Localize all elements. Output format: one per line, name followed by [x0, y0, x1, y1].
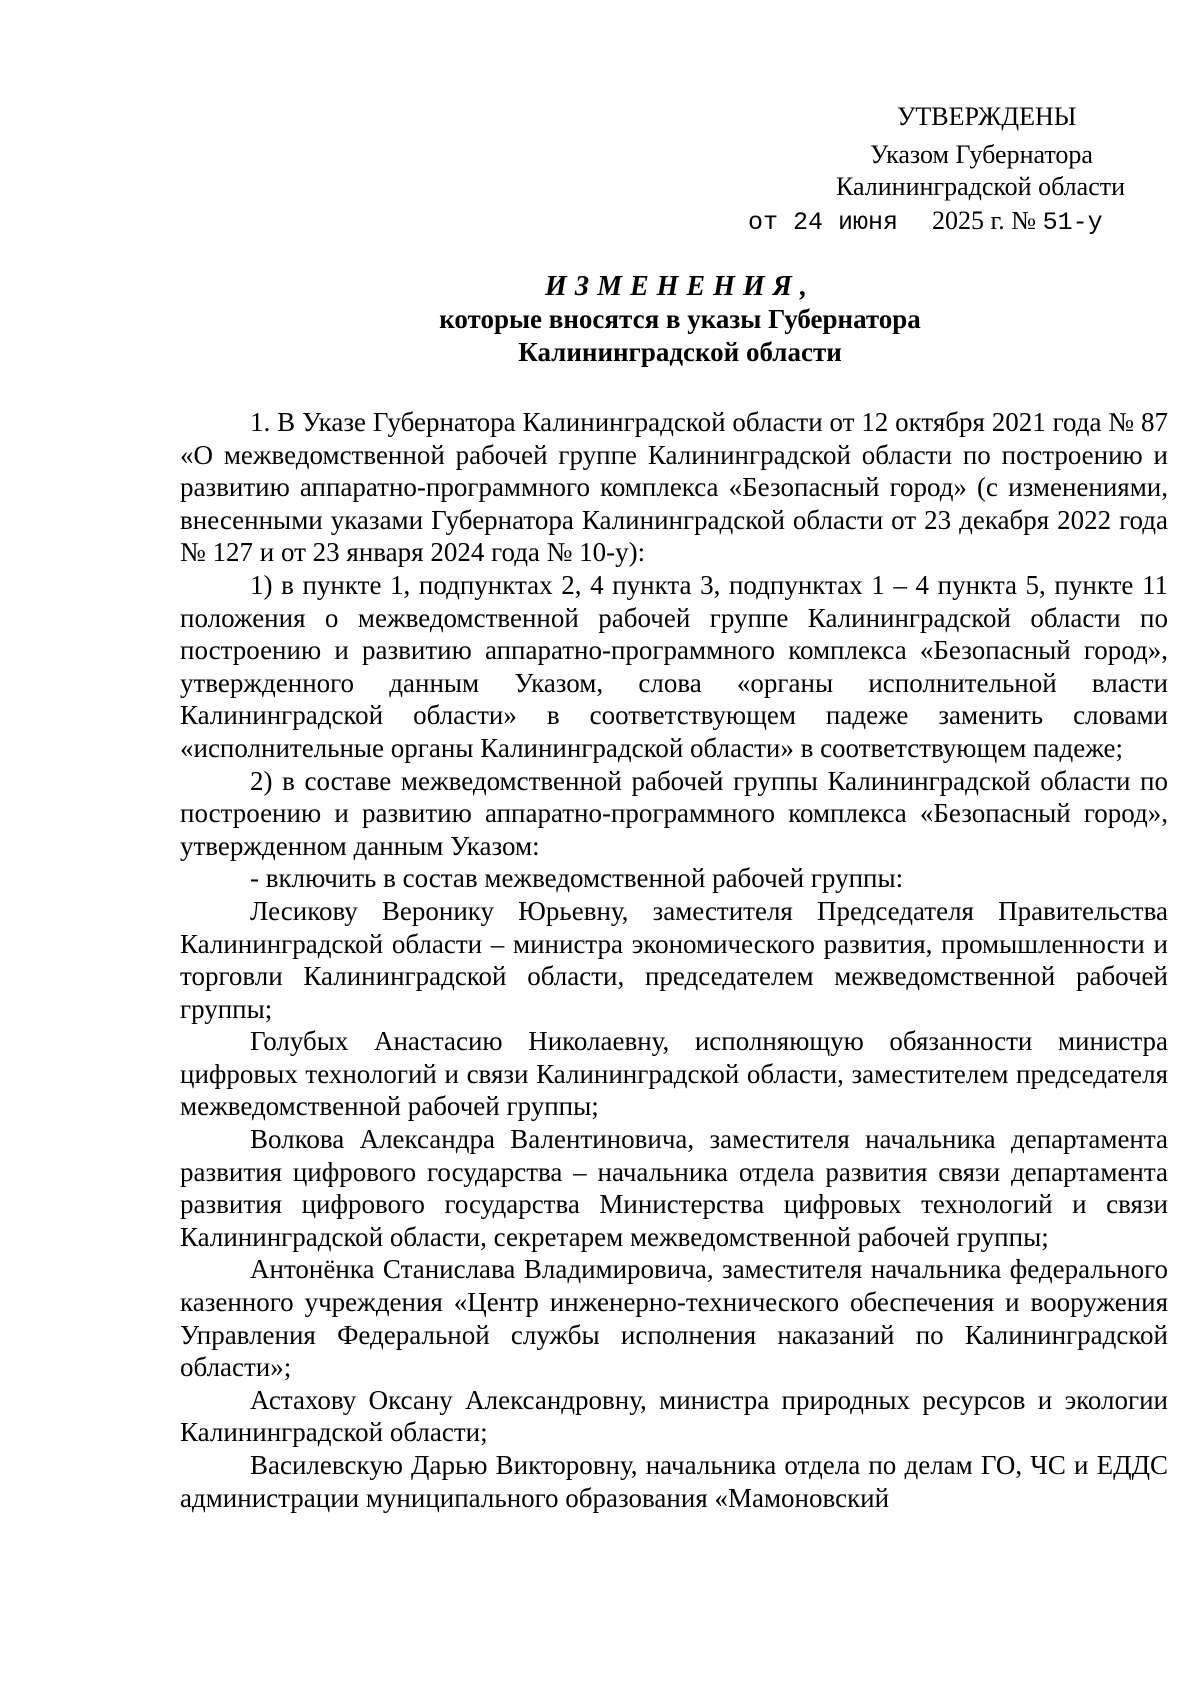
approval-title: УТВЕРЖДЕНЫ	[897, 102, 1077, 131]
title-heading: ИЗМЕНЕНИЯ,	[545, 271, 815, 302]
paragraph-10: Василевскую Дарью Викторовну, начальника отдела по делам ГО, ЧС и ЕДДС администрации муниципального образования «Мамоновский	[180, 1450, 1168, 1513]
paragraph-2: 1) в пункте 1, подпунктах 2, 4 пункта 3, подпунктах 1 – 4 пункта 5, пункте 11 положения о межведомственной рабочей группе Калининградской области по построению и развитию аппаратно-программного комплекса «Безопасный город», утвержденного данным Указом, слова «органы исполнительной власти Калининградской области» в соответствующем падеже заменить словами «исполнительные органы Калининградской области» в соответствующем падеже;	[180, 569, 1168, 763]
approval-by-decree: Указом Губернатора	[870, 140, 1093, 169]
approval-region: Калининградской области	[836, 172, 1126, 201]
title-subtitle-1: которые вносятся в указы Губернатора	[439, 304, 921, 334]
paragraph-6: Голубых Анастасию Николаевну, исполняющую обязанности министра цифровых технологий и связи Калининградской области, заместителем председателя межведомственной рабочей группы;	[180, 1026, 1168, 1122]
paragraph-1: 1. В Указе Губернатора Калининградской области от 12 октября 2021 года № 87 «О межведомственной рабочей группе Калининградской области по построению и развитию аппаратно-программного комплекса «Безопасный город» (с изменениями, внесенными указами Губернатора Калининградской области от 23 декабря 2022 года № 127 и от 23 января 2024 года № 10-у):	[180, 407, 1168, 568]
paragraph-9: Астахову Оксану Александровну, министра природных ресурсов и экологии Калининградской области;	[180, 1384, 1168, 1448]
document-title	[180, 270, 1180, 369]
approval-date: от 24 июня	[748, 208, 899, 237]
approval-date-number	[748, 206, 1103, 237]
approval-stamp	[0, 0, 1200, 240]
approval-year: 2025 г. №	[932, 206, 1037, 235]
paragraph-8: Антонёнка Станислава Владимировича, заместителя начальника федерального казенного учреждения «Центр инженерно-технического обеспечения и вооружения Управления Федеральной службы исполнения наказаний по Калининградской области»;	[180, 1254, 1168, 1383]
document-body	[180, 406, 1168, 1514]
paragraph-5: Лесикову Веронику Юрьевну, заместителя Председателя Правительства Калининградской области – министра экономического развития, промышленности и торговли Калининградской области, председателем межведомственной рабочей группы;	[180, 895, 1168, 1024]
paragraph-7: Волкова Александра Валентиновича, заместителя начальника департамента развития цифрового государства – начальника отдела развития связи департамента развития цифрового государства Министерства цифровых технологий и связи Калининградской области, секретарем межведомственной рабочей группы;	[180, 1124, 1168, 1252]
approval-number: 51-у	[1042, 208, 1103, 237]
paragraph-4: - включить в состав межведомственной рабочей группы:	[250, 863, 904, 894]
paragraph-3: 2) в составе межведомственной рабочей группы Калининградской области по построению и развитию аппаратно-программного комплекса «Безопасный город», утвержденном данным Указом:	[180, 765, 1168, 861]
title-subtitle-2: Калининградской области	[518, 337, 842, 367]
